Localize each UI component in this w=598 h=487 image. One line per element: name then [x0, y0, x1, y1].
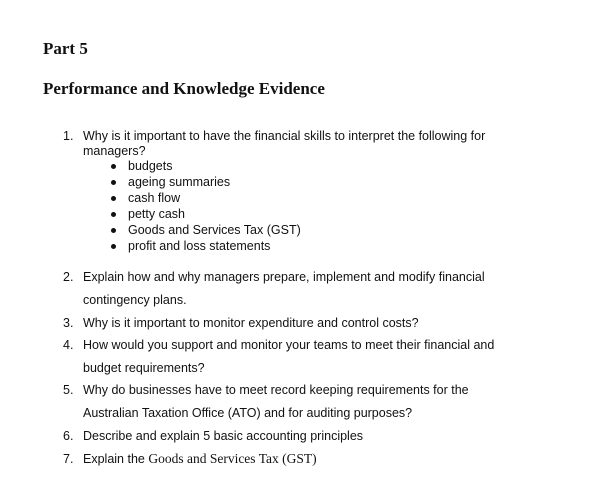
question-text-line-1	[83, 451, 317, 467]
question-number: 6.	[63, 429, 74, 443]
bullet-item: cash flow	[111, 190, 301, 206]
question-text-line-2: managers?	[83, 144, 146, 158]
question-number: 1.	[63, 129, 74, 143]
question-text-tail: Goods and Services Tax (GST)	[148, 451, 317, 466]
question-number: 5.	[63, 383, 74, 397]
question-text-line-1: Why is it important to monitor expenditure and control costs?	[83, 316, 419, 330]
bullet-item: budgets	[111, 158, 301, 174]
bullet-item: Goods and Services Tax (GST)	[111, 222, 301, 238]
question-text-line-1: Why do businesses have to meet record keeping requirements for the	[83, 383, 469, 397]
bullet-icon	[111, 212, 116, 217]
bullet-item: petty cash	[111, 206, 301, 222]
bullet-icon	[111, 228, 116, 233]
section-title: Performance and Knowledge Evidence	[43, 79, 325, 98]
question-number: 7.	[63, 452, 74, 466]
bullet-icon	[111, 164, 116, 169]
question-text-line-2: budget requirements?	[83, 361, 205, 375]
question-text-line-1: Explain how and why managers prepare, implement and modify financial	[83, 270, 485, 284]
part-title: Part 5	[43, 39, 88, 58]
bullet-icon	[111, 180, 116, 185]
bullet-item: ageing summaries	[111, 174, 301, 190]
question-text-line-1: Why is it important to have the financial skills to interpret the following for	[83, 129, 486, 143]
question-text-line-1: How would you support and monitor your teams to meet their financial and	[83, 338, 495, 352]
question-text-line-2: contingency plans.	[83, 293, 187, 307]
question-text-line-2: Australian Taxation Office (ATO) and for auditing purposes?	[83, 406, 413, 420]
bullet-item: profit and loss statements	[111, 238, 301, 254]
question-number: 3.	[63, 316, 74, 330]
bullet-icon	[111, 196, 116, 201]
question-text-lead: Explain the	[83, 452, 149, 466]
question-text-line-1: Describe and explain 5 basic accounting principles	[83, 429, 364, 443]
question-1-bullet-list	[111, 158, 301, 254]
question-number: 4.	[63, 338, 74, 352]
bullet-icon	[111, 244, 116, 249]
question-number: 2.	[63, 270, 74, 284]
